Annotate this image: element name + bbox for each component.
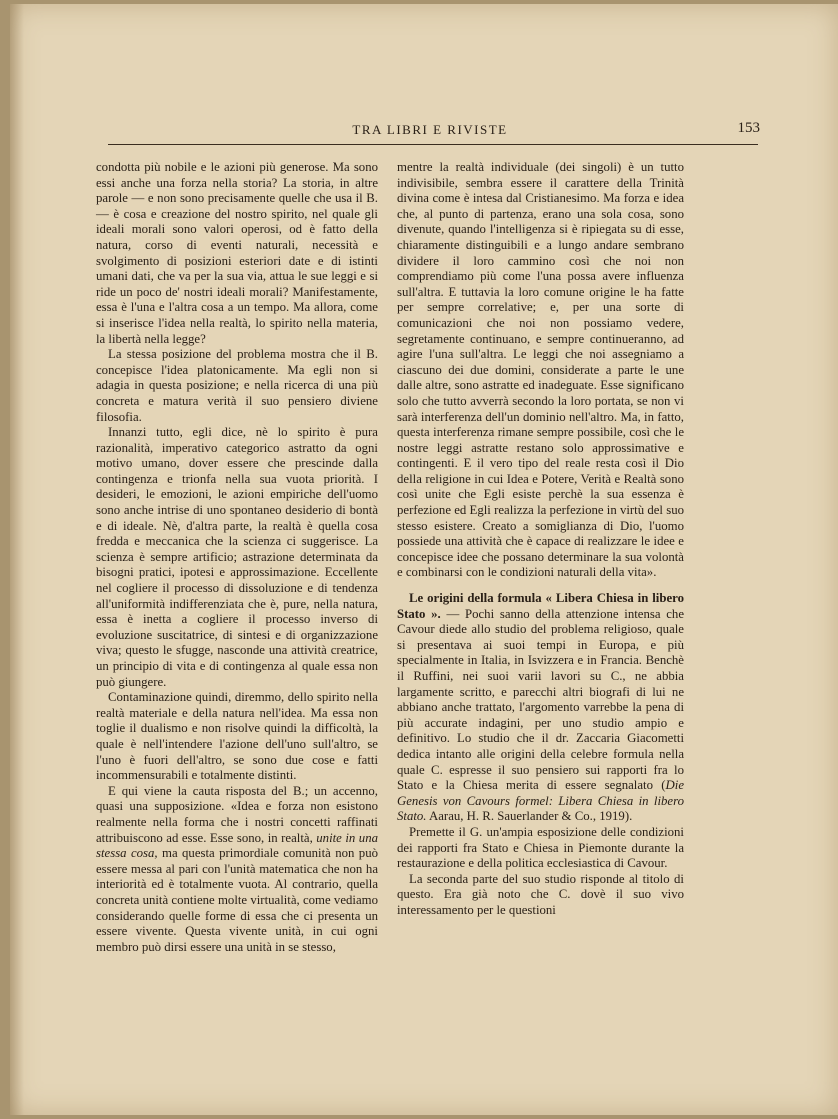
paragraph: La seconda parte del suo studio risponde al titolo di questo. Era già noto che C. dovè il suo vivo interessamento per le questioni: [397, 871, 684, 917]
page-header: [100, 120, 760, 142]
section-paragraph: [397, 591, 684, 825]
left-column: [96, 160, 378, 955]
paragraph-text: Aarau, H. R. Sauerlander & Co., 1919).: [426, 809, 633, 824]
page-number: 153: [737, 120, 760, 136]
book-page: [10, 4, 838, 1115]
paragraph: [96, 784, 378, 956]
paragraph-text: ma questa primordiale comunità non può essere messa al pari con l'unità matematica che non ha interiorità ed è totalmente vuota. Al contrario, quella concreta unità contiene molte virtualità, come vediamo considerando quelle forme di essa che ci presenta un essere vivente. Questa vivente unità, in cui ogni membro può dirsi essere una unità in se stesso,: [96, 846, 378, 954]
book-title: Die Genesis von Cavours formel: Libera Chiesa in libero Stato.: [397, 778, 684, 824]
header-rule: [108, 144, 758, 145]
paragraph: Contaminazione quindi, diremmo, dello spirito nella realtà materiale e della natura nell'idea. Ma essa non toglie il dualismo e non risolve quindi la difficoltà, la quale è nell'intendere l'azione dell'uno sull'altro, se l'uno è fuori dell'altro, se sono due cose e fatti incommensurabili e totalmente distinti.: [96, 690, 378, 783]
paragraph: Premette il G. un'ampia esposizione delle condizioni dei rapporti fra Stato e Chiesa in Piemonte durante la restaurazione e della politica ecclesiastica di Cavour.: [397, 824, 684, 871]
paragraph-text: E qui viene la cauta risposta del B.; un accenno, quasi una supposizione. «Idea e forza non esistono realmente nella forma che i nostri concetti raffinati attribuiscono ad esse. Esse sono, in realtà,: [96, 783, 378, 845]
binding-shadow: [10, 4, 24, 1115]
running-title: TRA LIBRI E RIVISTE: [352, 122, 508, 137]
paragraph: condotta più nobile e le azioni più generose. Ma sono essi anche una forza nella storia? La storia, in altre parole — e non sono precisamente quelle che usa il B. — è cosa e creazione del nostro spirito, nel quale gli ideali morali sono valori operosi, od è fatto della natura, corso di eventi naturali, necessità e svolgimento di posizioni esteriori date e di istinti umani dati, che va per la sua via, attua le sue leggi e si ride un poco de' nostri ideali morali? Manifestamente, essa è l'una e l'altra cosa a un tempo. Ma allora, come si inserisce l'idea nella realtà, lo spirito nella materia, la libertà nella legge?: [96, 160, 378, 346]
paragraph: mentre la realtà individuale (dei singoli) è un tutto indivisibile, sembra essere il carattere della Trinità divina come è intesa dal Cristianesimo. Ma forza e idea che, al punto di partenza, erano una sola cosa, sono divenute, quando l'intelligenza si è ripiegata su di esse, chiaramente distinguibili e a lungo andare sembrano dividere il loro cammino così che noi non comprendiamo più come l'una possa avere influenza sull'altra. E tuttavia la loro comune origine le ha fatte per sempre correlative; e, per una sorte di comunicazioni che noi non possiamo vedere, segretamente continuano, e sempre continueranno, ad agire l'una sull'altra. Le leggi che noi assegniamo a ciascuno dei due domini, considerate a parte le une dalle altre, sono astratte ed inadeguate. Esse significano solo che tutto avverrà secondo la loro portata, se non vi sarà interferenza dell'un dominio nell'altro. Ma, in fatto, questa interferenza rimane sempre possibile, così che le nostre leggi astratte restano solo approssimative e contingenti. E il vero tipo del reale resta così il Dio della religione in cui Idea e Potere, Verità e Realtà sono così unite che Egli esiste perchè la sua essenza è perfezione ed Egli realizza la perfezione in virtù del suo stesso esistere. Creato a somiglianza di Dio, l'uomo possiede una attività che è capace di realizzare le idee e concepisce idee che possano determinare la sua volontà e combinarsi con le condizioni naturali della vita».: [397, 160, 684, 580]
section-title: Le origini della formula « Libera Chiesa in libero Stato ».: [397, 591, 684, 621]
right-column: [397, 160, 684, 919]
paragraph-text: — Pochi sanno della attenzione intensa che Cavour diede allo studio del problema religioso, quale si presentava ai suoi tempi in Europa, e più specialmente in Italia, in Isvizzera e in Francia. Benchè il Ruffini, nei suoi varii lavori su C., ne abbia largamente scritto, e parecchi altri biografi di lui ne abbiano anche trattato, l'argomento varrebbe la pena di più accurate indagini, per uno studio ampio e definitivo. Lo studio che il dr. Zaccaria Giacometti dedica intanto alle origini della celebre formula nella quale C. espresse il suo pensiero sui rapporti fra lo Stato e la Chiesa merita di essere segnalato (: [397, 606, 684, 793]
italic-quote: unite in una stessa cosa,: [96, 830, 378, 861]
paragraph: Innanzi tutto, egli dice, nè lo spirito è pura razionalità, imperativo categorico astratto da ogni motivo umano, dover essere che prescinde dalla contingenza e trionfa nella sua vuota priorità. I desideri, le emozioni, le azioni empiriche dell'uomo sono anche intrise di uno spontaneo desiderio di bontà e di ideale. Nè, d'altra parte, la realtà è quella cosa fredda e meccanica che la scienza ci suggerisce. La scienza è sempre artificio; astrazione determinata da bisogni pratici, ipotesi e approssimazione. Eccellente nel cogliere il processo di dissoluzione e di tendenza all'uniformità indifferenziata che è, pure, nella natura, essa è inetta a cogliere il processo inverso di evoluzione suscitatrice, di sintesi e di organizzazione viva; questo le sfugge, nasconde una attività creatrice, un principio di vita e di contingenza al quale essa non può giungere.: [96, 425, 378, 689]
paragraph: La stessa posizione del problema mostra che il B. concepisce l'idea platonicamente. Ma egli non si adagia in questa posizione; e nella ricerca di una più concreta e matura verità il suo pensiero diviene filosofia.: [96, 347, 378, 424]
